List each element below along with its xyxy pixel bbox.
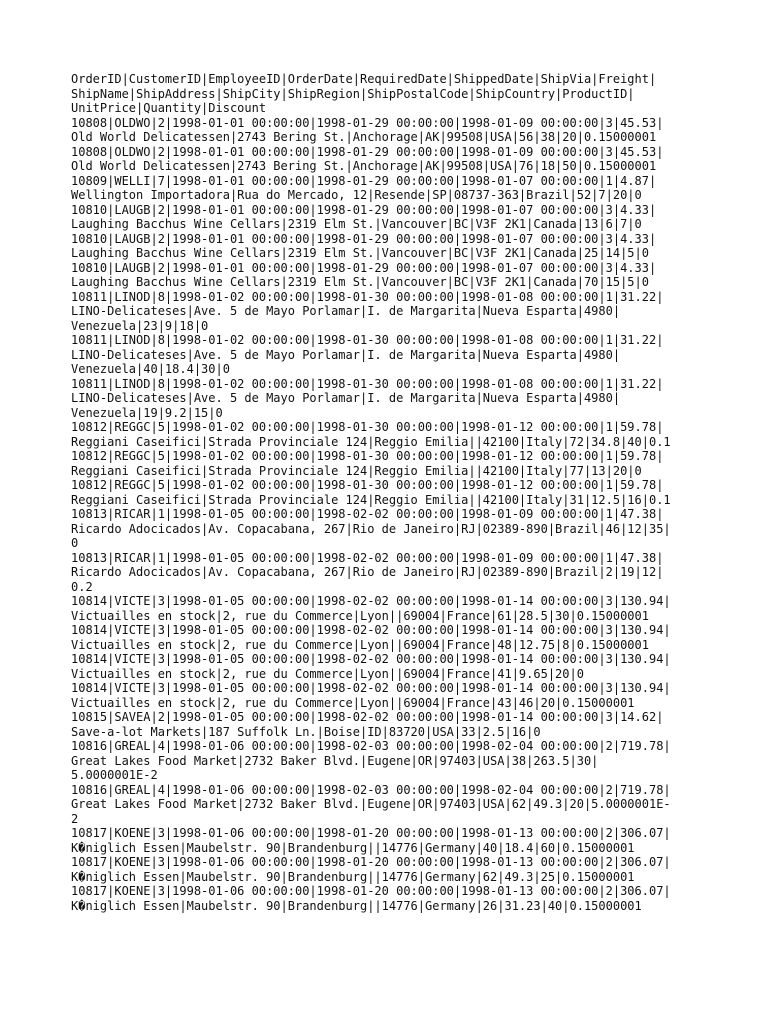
document-line: 10812|REGGC|5|1998-01-02 00:00:00|1998-01-30 00:00:00|1998-01-12 00:00:00|1|59.78| — [71, 449, 664, 463]
document-line: LINO-Delicateses|Ave. 5 de Mayo Porlamar|I. de Margarita|Nueva Esparta|4980| — [71, 391, 621, 405]
document-line: Victuailles en stock|2, rue du Commerce|Lyon||69004|France|43|46|20|0.15000001 — [71, 695, 635, 710]
document-line: K�niglich Essen|Maubelstr. 90|Brandenburg||14776|Germany|40|18.4|60|0.15000001 — [71, 840, 635, 855]
document-line: 2 — [71, 811, 79, 826]
document-line: Reggiani Caseifici|Strada Provinciale 124|Reggio Emilia||42100|Italy|31|12.5|16|0.1 — [71, 492, 671, 507]
document-line: Great Lakes Food Market|2732 Baker Blvd.|Eugene|OR|97403|USA|62|49.3|20|5.0000001E- — [71, 797, 671, 811]
document-line: 10808|OLDWO|2|1998-01-01 00:00:00|1998-01-29 00:00:00|1998-01-09 00:00:00|3|45.53| — [71, 115, 664, 130]
document-line: 10812|REGGC|5|1998-01-02 00:00:00|1998-01-30 00:00:00|1998-01-12 00:00:00|1|59.78| — [71, 420, 664, 434]
document-line: OrderID|CustomerID|EmployeeID|OrderDate|RequiredDate|ShippedDate|ShipVia|Freight| — [71, 72, 657, 86]
document-line: Venezuela|19|9.2|15|0 — [71, 405, 223, 420]
document-line: 10816|GREAL|4|1998-01-06 00:00:00|1998-02-03 00:00:00|1998-02-04 00:00:00|2|719.78| — [71, 739, 671, 753]
document-line: 10817|KOENE|3|1998-01-06 00:00:00|1998-01-20 00:00:00|1998-01-13 00:00:00|2|306.07| — [71, 884, 671, 898]
document-line: Laughing Bacchus Wine Cellars|2319 Elm St.|Vancouver|BC|V3F 2K1|Canada|13|6|7|0 — [71, 217, 642, 231]
document-line: 10813|RICAR|1|1998-01-05 00:00:00|1998-02-02 00:00:00|1998-01-09 00:00:00|1|47.38| — [71, 550, 664, 565]
document-text — [71, 72, 731, 913]
document-line: 10811|LINOD|8|1998-01-02 00:00:00|1998-01-30 00:00:00|1998-01-08 00:00:00|1|31.22| — [71, 289, 664, 304]
document-line: 10814|VICTE|3|1998-01-05 00:00:00|1998-02-02 00:00:00|1998-01-14 00:00:00|3|130.94| — [71, 652, 671, 666]
document-line: 0.2 — [71, 579, 93, 594]
document-line: 10817|KOENE|3|1998-01-06 00:00:00|1998-01-20 00:00:00|1998-01-13 00:00:00|2|306.07| — [71, 855, 671, 869]
document-line: 10813|RICAR|1|1998-01-05 00:00:00|1998-02-02 00:00:00|1998-01-09 00:00:00|1|47.38| — [71, 507, 664, 521]
document-line: 10809|WELLI|7|1998-01-01 00:00:00|1998-01-29 00:00:00|1998-01-07 00:00:00|1|4.87| — [71, 173, 657, 188]
document-line: 10808|OLDWO|2|1998-01-01 00:00:00|1998-01-29 00:00:00|1998-01-09 00:00:00|3|45.53| — [71, 144, 664, 159]
document-line: Laughing Bacchus Wine Cellars|2319 Elm St.|Vancouver|BC|V3F 2K1|Canada|70|15|5|0 — [71, 275, 649, 289]
document-line: Victuailles en stock|2, rue du Commerce|Lyon||69004|France|48|12.75|8|0.15000001 — [71, 637, 649, 652]
document-line: 10812|REGGC|5|1998-01-02 00:00:00|1998-01-30 00:00:00|1998-01-12 00:00:00|1|59.78| — [71, 478, 664, 492]
document-line: 10811|LINOD|8|1998-01-02 00:00:00|1998-01-30 00:00:00|1998-01-08 00:00:00|1|31.22| — [71, 376, 664, 391]
document-line: Great Lakes Food Market|2732 Baker Blvd.|Eugene|OR|97403|USA|38|263.5|30| — [71, 753, 599, 768]
document-line: Victuailles en stock|2, rue du Commerce|Lyon||69004|France|61|28.5|30|0.15000001 — [71, 608, 649, 623]
document-line: UnitPrice|Quantity|Discount — [71, 101, 267, 115]
document-line: 10817|KOENE|3|1998-01-06 00:00:00|1998-01-20 00:00:00|1998-01-13 00:00:00|2|306.07| — [71, 826, 671, 840]
document-line: Victuailles en stock|2, rue du Commerce|Lyon||69004|France|41|9.65|20|0 — [71, 666, 584, 681]
document-line: LINO-Delicateses|Ave. 5 de Mayo Porlamar|I. de Margarita|Nueva Esparta|4980| — [71, 347, 621, 362]
document-line: Save-a-lot Markets|187 Suffolk Ln.|Boise|ID|83720|USA|33|2.5|16|0 — [71, 724, 541, 739]
document-line: Reggiani Caseifici|Strada Provinciale 124|Reggio Emilia||42100|Italy|72|34.8|40|0.1 — [71, 434, 671, 449]
document-line: Old World Delicatessen|2743 Bering St.|Anchorage|AK|99508|USA|56|38|20|0.15000001 — [71, 130, 657, 144]
document-line: Reggiani Caseifici|Strada Provinciale 124|Reggio Emilia||42100|Italy|77|13|20|0 — [71, 463, 642, 478]
document-line: Wellington Importadora|Rua do Mercado, 12|Resende|SP|08737-363|Brazil|52|7|20|0 — [71, 188, 642, 202]
document-line: 10811|LINOD|8|1998-01-02 00:00:00|1998-01-30 00:00:00|1998-01-08 00:00:00|1|31.22| — [71, 333, 664, 347]
document-line: 10815|SAVEA|2|1998-01-05 00:00:00|1998-02-02 00:00:00|1998-01-14 00:00:00|3|14.62| — [71, 710, 664, 724]
document-line: 10810|LAUGB|2|1998-01-01 00:00:00|1998-01-29 00:00:00|1998-01-07 00:00:00|3|4.33| — [71, 231, 657, 246]
document-line: Venezuela|40|18.4|30|0 — [71, 362, 230, 376]
document-line: K�niglich Essen|Maubelstr. 90|Brandenburg||14776|Germany|26|31.23|40|0.15000001 — [71, 898, 642, 913]
document-line: 10810|LAUGB|2|1998-01-01 00:00:00|1998-01-29 00:00:00|1998-01-07 00:00:00|3|4.33| — [71, 260, 657, 275]
document-line: Venezuela|23|9|18|0 — [71, 318, 209, 333]
document-line: 5.0000001E-2 — [71, 768, 158, 782]
document-line: Ricardo Adocicados|Av. Copacabana, 267|Rio de Janeiro|RJ|02389-890|Brazil|46|12|35| — [71, 521, 671, 536]
document-line: 10810|LAUGB|2|1998-01-01 00:00:00|1998-01-29 00:00:00|1998-01-07 00:00:00|3|4.33| — [71, 202, 657, 217]
document-line: Old World Delicatessen|2743 Bering St.|Anchorage|AK|99508|USA|76|18|50|0.15000001 — [71, 159, 657, 173]
document-line: Laughing Bacchus Wine Cellars|2319 Elm St.|Vancouver|BC|V3F 2K1|Canada|25|14|5|0 — [71, 246, 649, 260]
document-line: Ricardo Adocicados|Av. Copacabana, 267|Rio de Janeiro|RJ|02389-890|Brazil|2|19|12| — [71, 565, 664, 579]
document-line: 10814|VICTE|3|1998-01-05 00:00:00|1998-02-02 00:00:00|1998-01-14 00:00:00|3|130.94| — [71, 623, 671, 637]
document-line: ShipName|ShipAddress|ShipCity|ShipRegion|ShipPostalCode|ShipCountry|ProductID| — [71, 86, 635, 101]
document-line: 10816|GREAL|4|1998-01-06 00:00:00|1998-02-03 00:00:00|1998-02-04 00:00:00|2|719.78| — [71, 782, 671, 797]
document-line: 0 — [71, 536, 79, 550]
document-line: LINO-Delicateses|Ave. 5 de Mayo Porlamar|I. de Margarita|Nueva Esparta|4980| — [71, 304, 621, 318]
document-line: K�niglich Essen|Maubelstr. 90|Brandenburg||14776|Germany|62|49.3|25|0.15000001 — [71, 869, 635, 884]
document-line: 10814|VICTE|3|1998-01-05 00:00:00|1998-02-02 00:00:00|1998-01-14 00:00:00|3|130.94| — [71, 594, 671, 608]
document-line: 10814|VICTE|3|1998-01-05 00:00:00|1998-02-02 00:00:00|1998-01-14 00:00:00|3|130.94| — [71, 681, 671, 695]
